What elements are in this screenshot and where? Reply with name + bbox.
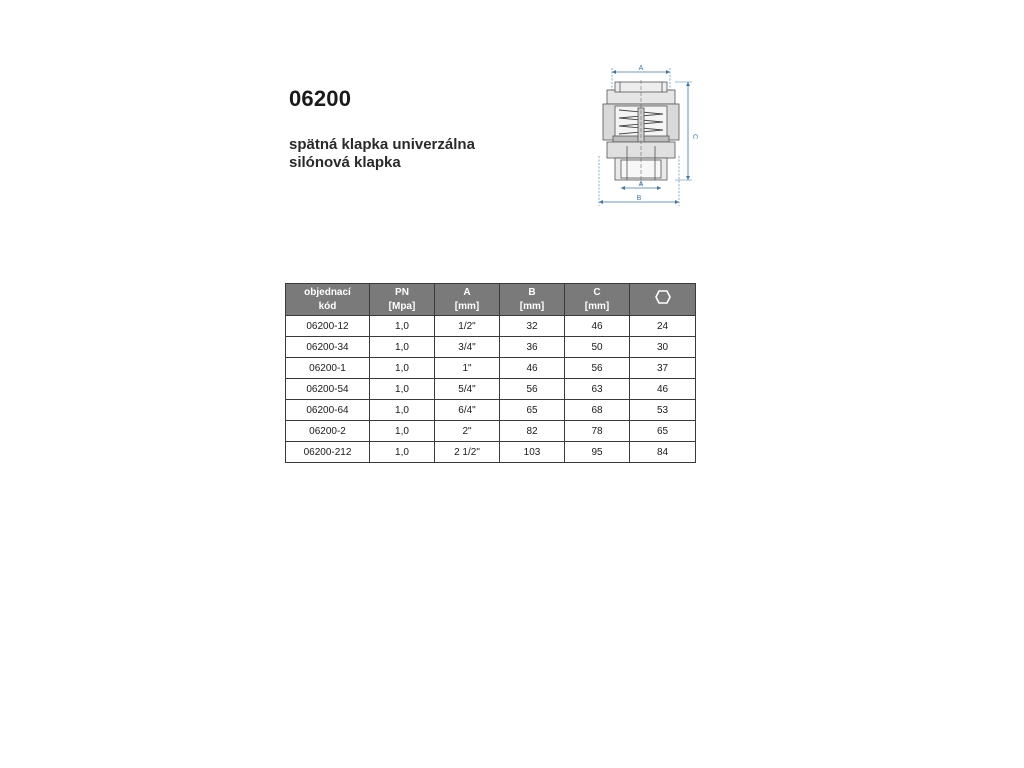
b-cell: 82: [500, 421, 565, 442]
c-cell: 56: [565, 358, 630, 379]
header-pn: PN [Mpa]: [370, 284, 435, 316]
b-cell: 46: [500, 358, 565, 379]
c-cell: 50: [565, 337, 630, 358]
b-cell: 56: [500, 379, 565, 400]
product-description: [289, 136, 475, 172]
order-code-cell: 06200-34: [286, 337, 370, 358]
hex-cell: 53: [630, 400, 696, 421]
table-row: [286, 337, 696, 358]
dimension-c-label: C: [691, 134, 698, 140]
table-body: [286, 316, 696, 463]
hex-cell: 84: [630, 442, 696, 463]
table-row: [286, 358, 696, 379]
order-code-cell: 06200-212: [286, 442, 370, 463]
a-cell: 5/4": [435, 379, 500, 400]
b-cell: 32: [500, 316, 565, 337]
hex-cell: 46: [630, 379, 696, 400]
table-row: [286, 421, 696, 442]
pn-cell: 1,0: [370, 337, 435, 358]
hex-cell: 24: [630, 316, 696, 337]
a-cell: 2 1/2": [435, 442, 500, 463]
order-code-cell: 06200-2: [286, 421, 370, 442]
c-cell: 78: [565, 421, 630, 442]
table-header-row: [286, 284, 696, 316]
specification-table: [285, 283, 696, 463]
c-cell: 95: [565, 442, 630, 463]
c-cell: 46: [565, 316, 630, 337]
hex-cell: 37: [630, 358, 696, 379]
dimension-a-top-label: A: [638, 65, 644, 72]
header-order-code: objednací kód: [286, 284, 370, 316]
valve-body: [603, 80, 679, 188]
table-row: [286, 316, 696, 337]
pn-cell: 1,0: [370, 358, 435, 379]
pn-cell: 1,0: [370, 442, 435, 463]
c-cell: 68: [565, 400, 630, 421]
arrow-up-icon: [686, 82, 690, 86]
order-code-cell: 06200-64: [286, 400, 370, 421]
product-code-title: 06200: [289, 86, 352, 111]
order-code-cell: 06200-1: [286, 358, 370, 379]
dimension-a-bottom-label: A: [638, 181, 644, 188]
check-valve-technical-drawing: [585, 60, 700, 210]
header-b: B [mm]: [500, 284, 565, 316]
table-row: [286, 442, 696, 463]
order-code-cell: 06200-12: [286, 316, 370, 337]
header-c: C [mm]: [565, 284, 630, 316]
b-cell: 65: [500, 400, 565, 421]
arrow-right-icon: [666, 70, 670, 74]
b-cell: 103: [500, 442, 565, 463]
a-cell: 1/2": [435, 316, 500, 337]
pn-cell: 1,0: [370, 379, 435, 400]
header-hex: [630, 284, 696, 316]
c-cell: 63: [565, 379, 630, 400]
hex-cell: 65: [630, 421, 696, 442]
pn-cell: 1,0: [370, 316, 435, 337]
a-cell: 3/4": [435, 337, 500, 358]
table-row: [286, 400, 696, 421]
pn-cell: 1,0: [370, 421, 435, 442]
pn-cell: 1,0: [370, 400, 435, 421]
table-row: [286, 379, 696, 400]
dimension-b-label: B: [636, 195, 642, 202]
order-code-cell: 06200-54: [286, 379, 370, 400]
b-cell: 36: [500, 337, 565, 358]
description-line-1: spätná klapka univerzálna: [289, 136, 475, 153]
arrow-left-icon: [612, 70, 616, 74]
description-line-2: silónová klapka: [289, 154, 401, 171]
hexagon-icon: [655, 290, 671, 304]
header-a: A [mm]: [435, 284, 500, 316]
a-cell: 6/4": [435, 400, 500, 421]
hex-cell: 30: [630, 337, 696, 358]
arrow-down-icon: [686, 176, 690, 180]
a-cell: 2": [435, 421, 500, 442]
a-cell: 1": [435, 358, 500, 379]
